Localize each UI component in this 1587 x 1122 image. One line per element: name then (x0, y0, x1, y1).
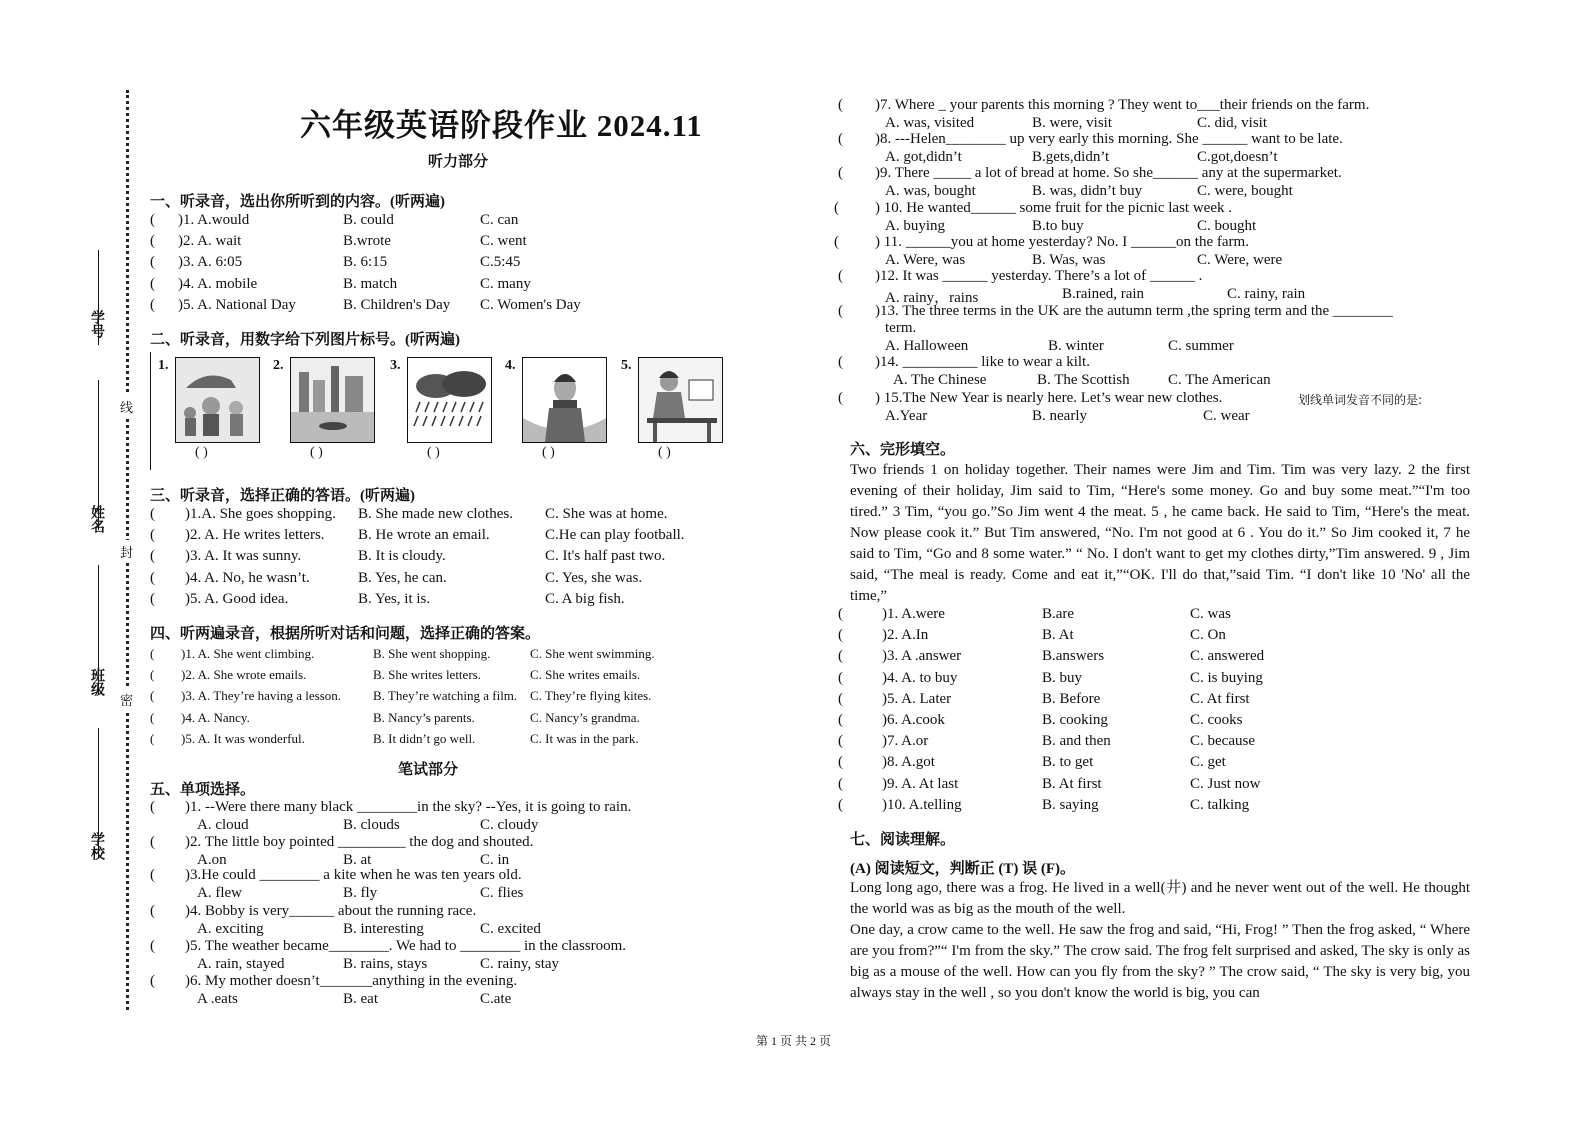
question-text: )9. A. At last (882, 775, 959, 792)
option-a: A .eats (197, 991, 238, 1007)
question-text: )1. --Were there many black ________in the sky? --Yes, it is going to rain. (185, 799, 632, 815)
answer-paren: ( (838, 268, 843, 284)
question-text: )4. A. No, he wasn’t. (185, 569, 310, 586)
option-c: C. Just now (1190, 775, 1261, 792)
answer-paren: ( (838, 733, 843, 750)
answer-paren: ( (838, 796, 843, 813)
option-b: B. She made new clothes. (358, 506, 513, 522)
option-b: B. at (343, 852, 372, 868)
section-2-heading: 二、听录音，用数字给下列图片标号。(听两遍) (150, 332, 460, 348)
answer-paren: ( (150, 973, 155, 989)
section-5-heading: 五、单项选择。 (150, 782, 256, 798)
option-c: C. flies (480, 885, 524, 901)
answer-paren: ( (150, 590, 155, 607)
question-text: )3.He could ________ a kite when he was ten years old. (185, 867, 522, 883)
question-text: )5. A. National Day (178, 296, 296, 313)
option-c: C. She went swimming. (530, 646, 655, 661)
answer-paren: ( (838, 627, 843, 644)
option-c: C. They’re flying kites. (530, 688, 652, 704)
option-c: C. answered (1190, 648, 1265, 665)
answer-paren: ( (838, 354, 843, 370)
option-b: B. to get (1042, 754, 1094, 771)
answer-paren: ( (838, 648, 843, 665)
option-b: B. rains, stays (343, 956, 428, 972)
option-a: A. buying (885, 218, 945, 234)
option-b: B. interesting (343, 921, 424, 937)
option-c: C. Yes, she was. (545, 569, 643, 586)
option-b: B. match (343, 275, 398, 292)
question-text: )5. A. It was wonderful. (181, 730, 305, 746)
answer-paren: ( (838, 390, 843, 406)
question-text: )4. A. Nancy. (181, 709, 250, 725)
option-c: C. summer (1168, 338, 1234, 354)
reading-paragraph-2: One day, a crow came to the well. He saw the frog and said, “Hi, Frog! ” Then the frog asked, “ Where are you from?”“ I'm from the sky.” The crow said. The frog felt surprised and asked, The sky is only as big as a mouse of the well. How can you fly from the sky? ” The crow said, “ The sky is very big, you always stay in the well , so you don't know the world is big, you can (850, 922, 1470, 1001)
question-text: )12. It was ______ yesterday. There’s a lot of ______ . (875, 268, 1203, 284)
option-b: B. clouds (343, 817, 400, 833)
option-b: B.rained, rain (1062, 286, 1145, 302)
option-b: B. The Scottish (1037, 372, 1130, 388)
picture-answer-blank: ( ) (542, 445, 555, 460)
option-c: C. did, visit (1197, 115, 1268, 131)
picture-answer-blank: ( ) (427, 445, 440, 460)
answer-paren: ( (150, 212, 155, 228)
binding-margin (0, 0, 140, 1122)
option-b: B.to buy (1032, 218, 1084, 234)
section-4-heading: 四、听两遍录音，根据所听对话和问题，选择正确的答案。 (150, 626, 541, 642)
option-b: B. It is cloudy. (358, 548, 446, 565)
class-label: 班级 (89, 668, 104, 696)
option-b: B. could (343, 212, 394, 228)
answer-paren: ( (150, 938, 155, 954)
section-7-heading: 七、阅读理解。 (850, 832, 956, 848)
answer-paren: ( (838, 712, 843, 728)
option-c: C. cooks (1190, 712, 1243, 728)
listening-part-label: 听力部分 (428, 154, 489, 170)
option-c: C. was (1190, 606, 1231, 622)
option-a: A. exciting (197, 921, 264, 937)
option-c: C. She writes emails. (530, 667, 641, 683)
option-c: C. talking (1190, 796, 1250, 813)
question-text: )2. A.In (882, 627, 929, 644)
answer-paren: ( (838, 754, 843, 771)
option-a: A.on (197, 852, 227, 868)
option-b: B. nearly (1032, 408, 1087, 424)
option-b: B. cooking (1042, 712, 1108, 728)
question-text: )8. A.got (882, 754, 935, 771)
option-b: B. At first (1042, 775, 1102, 792)
option-b: B. He wrote an email. (358, 527, 490, 544)
writing-part-label: 笔试部分 (398, 762, 459, 778)
answer-paren: ( (838, 606, 843, 622)
cut-mark-line: 线 (120, 395, 133, 418)
answer-paren: ( (150, 569, 155, 586)
question-text: )4. Bobby is very______ about the running race. (185, 903, 477, 919)
answer-paren: ( (150, 799, 155, 815)
option-a: A. Halloween (885, 338, 969, 354)
page-title: 六年级英语阶段作业 2024.11 (300, 108, 703, 143)
option-c: C. can (480, 212, 519, 228)
option-b: B.answers (1042, 648, 1105, 665)
option-a: A. was, visited (885, 115, 975, 131)
answer-paren: ( (150, 688, 155, 704)
option-c: C. It was in the park. (530, 730, 639, 746)
answer-paren: ( (838, 690, 843, 707)
question-text: )10. A.telling (882, 796, 962, 813)
question-text: )1. A. She went climbing. (181, 646, 315, 661)
answer-paren: ( (150, 646, 155, 661)
answer-paren: ( (150, 254, 155, 271)
option-c: C.ate (480, 991, 512, 1007)
question-text: )6. A.cook (882, 712, 945, 728)
picture-number: 2. (273, 358, 284, 373)
option-b: B. Was, was (1032, 252, 1106, 268)
option-b: B.are (1042, 606, 1075, 622)
option-b: B. eat (343, 991, 378, 1007)
answer-paren: ( (150, 730, 155, 746)
option-c: C. She was at home. (545, 506, 668, 522)
option-c: C. cloudy (480, 817, 539, 833)
school-label: 学校 (89, 832, 104, 860)
option-c: C. were, bought (1197, 183, 1293, 199)
option-c: C. went (480, 233, 527, 250)
option-a: A. cloud (197, 817, 249, 833)
question-text: )7. A.or (882, 733, 929, 750)
option-b: B. At (1042, 627, 1074, 644)
option-a: A. The Chinese (893, 372, 987, 388)
question-text: )2. A. She wrote emails. (181, 667, 307, 683)
festival-scene-picture (175, 357, 260, 443)
option-c: C. rainy, rain (1227, 286, 1306, 302)
option-c: C. get (1190, 754, 1226, 771)
option-c: C. At first (1190, 690, 1250, 707)
answer-paren: ( (150, 506, 155, 522)
option-b: B. Nancy’s parents. (373, 709, 475, 725)
option-c: C. Were, were (1197, 252, 1283, 268)
question-text: )3. A .answer (882, 648, 962, 665)
option-c: C. excited (480, 921, 541, 937)
option-c: C. The American (1168, 372, 1271, 388)
option-a: A. rain, stayed (197, 956, 285, 972)
option-b: B.wrote (343, 233, 391, 250)
question-text: )2. The little boy pointed _________ the dog and shouted. (185, 834, 534, 850)
question-text: )5. A. Later (882, 690, 952, 707)
answer-paren: ( (838, 775, 843, 792)
answer-paren: ( (150, 903, 155, 919)
question-text: )9. There _____ a lot of bread at home. So she______ any at the supermarket. (875, 165, 1342, 181)
page-footer: 第 1 页 共 2 页 (755, 1034, 831, 1048)
answer-paren: ( (834, 200, 839, 216)
option-a: A. flew (197, 885, 242, 901)
answer-paren: ( (838, 131, 843, 147)
option-b: B. and then (1042, 733, 1111, 750)
answer-paren: ( (150, 709, 155, 725)
option-b: B. She went shopping. (373, 646, 491, 661)
question-text: )4. A. mobile (178, 275, 258, 292)
section-3-heading: 三、听录音，选择正确的答语。(听两遍) (150, 488, 415, 504)
option-b: B. She writes letters. (373, 667, 481, 683)
question-text: )5. The weather became________. We had to ________ in the classroom. (185, 938, 627, 954)
man-in-scarf-picture (522, 357, 607, 443)
section-2-bracket (150, 352, 153, 470)
question-text: )8. ---Helen________ up very early this morning. She ______ want to be late. (875, 131, 1343, 147)
option-c: C. wear (1203, 408, 1250, 424)
picture-answer-blank: ( ) (195, 445, 208, 460)
cloze-passage: Two friends 1 on holiday together. Their names were Jim and Tim. Tim was very lazy. 2 the first evening of their holiday, Jim said to Tim, “Here's some money. Go and buy some meat.”“I'm too tired.” 3 Tim, “you go.”So Jim went 4 the meat. 5 , he came back. He said to Tim, “Here's the meat. Now please cook it.” But Tim answered, “No. I'm not good at 6 . You do it.” So Jim cooked it, 7 he said to Tim, “Go and 8 some water.” “ No. I don't want to get my clothes dirty,”Tim answered. 9 , Jim said, “The meal is ready. Come and eat it,”“OK. I'll do that,”said Tim. “I don't like 10 'No' all the time,” (850, 462, 1470, 604)
answer-paren: ( (838, 97, 843, 113)
picture-number: 5. (621, 358, 632, 373)
option-a: A. Were, was (885, 252, 966, 268)
question-text: ) 10. He wanted______ some fruit for the picnic last week . (875, 200, 1232, 216)
question-text: )5. A. Good idea. (185, 590, 289, 607)
option-b: B. Children's Day (343, 296, 451, 313)
option-b: B. saying (1042, 796, 1099, 813)
picture-number: 4. (505, 358, 516, 373)
cut-mark-secret: 密 (120, 688, 133, 711)
answer-paren: ( (150, 275, 155, 292)
question-text: )2. A. wait (178, 233, 242, 250)
rain-clouds-picture (407, 357, 492, 443)
option-b: B. winter (1048, 338, 1104, 354)
section-7a-heading: (A) 阅读短文，判断正 (T) 误 (F)。 (850, 861, 1075, 877)
option-c: C.got,doesn’t (1197, 149, 1278, 165)
option-a: A. got,didn’t (885, 149, 962, 165)
option-c: C.He can play football. (545, 527, 685, 544)
option-b: B. buy (1042, 669, 1083, 686)
question-text: )6. My mother doesn’t_______anything in the evening. (185, 973, 518, 989)
student-id-label: 学号 (89, 310, 104, 338)
woman-at-computer-picture (638, 357, 723, 443)
city-river-picture (290, 357, 375, 443)
answer-paren: ( (150, 867, 155, 883)
option-c: C. many (480, 275, 531, 292)
question-text: )3. A. 6:05 (178, 254, 243, 271)
option-a: A. rainy，rains (885, 290, 979, 306)
option-b: B. Yes, he can. (358, 569, 447, 586)
section-1-heading: 一、听录音，选出你所听到的内容。(听两遍) (150, 194, 445, 210)
option-c: C. bought (1197, 218, 1257, 234)
option-b: B. was, didn’t buy (1032, 183, 1143, 199)
option-c: C. On (1190, 627, 1226, 644)
reading-paragraph-1: Long long ago, there was a frog. He lived in a well(井) and he never went out of the well. He thought the world was as big as the mouth of the well. (850, 880, 1470, 917)
question-text: ) 11. ______you at home yesterday? No. I ______on the farm. (875, 234, 1249, 250)
answer-paren: ( (150, 233, 155, 250)
option-a: A.Year (885, 408, 928, 424)
option-c: C. It's half past two. (545, 548, 666, 565)
answer-paren: ( (838, 669, 843, 686)
question-note: 划线单词发音不同的是: (1298, 393, 1423, 407)
option-a: A. was, bought (885, 183, 976, 199)
question-text: )14. __________ like to wear a kilt. (875, 354, 1090, 370)
question-text: )4. A. to buy (882, 669, 958, 686)
question-text: )2. A. He writes letters. (185, 527, 325, 544)
answer-paren: ( (150, 667, 155, 683)
question-text: )3. A. They’re having a lesson. (181, 688, 342, 704)
option-c: C. Nancy’s grandma. (530, 709, 640, 725)
picture-answer-blank: ( ) (310, 445, 323, 460)
answer-paren: ( (838, 165, 843, 181)
option-b: B. Yes, it is. (358, 590, 431, 607)
name-label: 姓名 (89, 505, 104, 533)
option-c: C. because (1190, 733, 1255, 750)
question-text: )13. The three terms in the UK are the autumn term ,the spring term and the ________ (875, 303, 1393, 319)
option-b: B. 6:15 (343, 254, 388, 271)
picture-answer-blank: ( ) (658, 445, 671, 460)
section-6-heading: 六、完形填空。 (850, 442, 956, 458)
option-b: B. Before (1042, 690, 1101, 707)
question-text-cont: term. (885, 320, 917, 336)
answer-paren: ( (150, 527, 155, 544)
option-c: C. in (480, 852, 510, 868)
option-c: C. A big fish. (545, 590, 625, 607)
cut-mark-seal: 封 (120, 540, 133, 563)
option-c: C. is buying (1190, 669, 1263, 686)
answer-paren: ( (150, 834, 155, 850)
question-text: )1.A. She goes shopping. (185, 506, 336, 522)
question-text: )1. A.were (882, 606, 945, 622)
option-c: C.5:45 (480, 254, 521, 271)
picture-number: 1. (158, 358, 169, 373)
answer-paren: ( (838, 303, 843, 319)
answer-paren: ( (834, 234, 839, 250)
answer-paren: ( (150, 548, 155, 565)
option-b: B.gets,didn’t (1032, 149, 1110, 165)
option-b: B. were, visit (1032, 115, 1112, 131)
answer-paren: ( (150, 296, 155, 313)
question-text: ) 15.The New Year is nearly here. Let’s wear new clothes. (875, 390, 1223, 406)
option-b: B. It didn’t go well. (373, 730, 476, 746)
option-b: B. fly (343, 885, 378, 901)
option-c: C. rainy, stay (480, 956, 560, 972)
question-text: )3. A. It was sunny. (185, 548, 302, 565)
picture-number: 3. (390, 358, 401, 373)
option-c: C. Women's Day (480, 296, 581, 313)
option-b: B. They’re watching a film. (373, 688, 518, 704)
question-text: )1. A.would (178, 212, 250, 228)
question-text: )7. Where _ your parents this morning ? They went to___their friends on the farm. (875, 97, 1370, 113)
